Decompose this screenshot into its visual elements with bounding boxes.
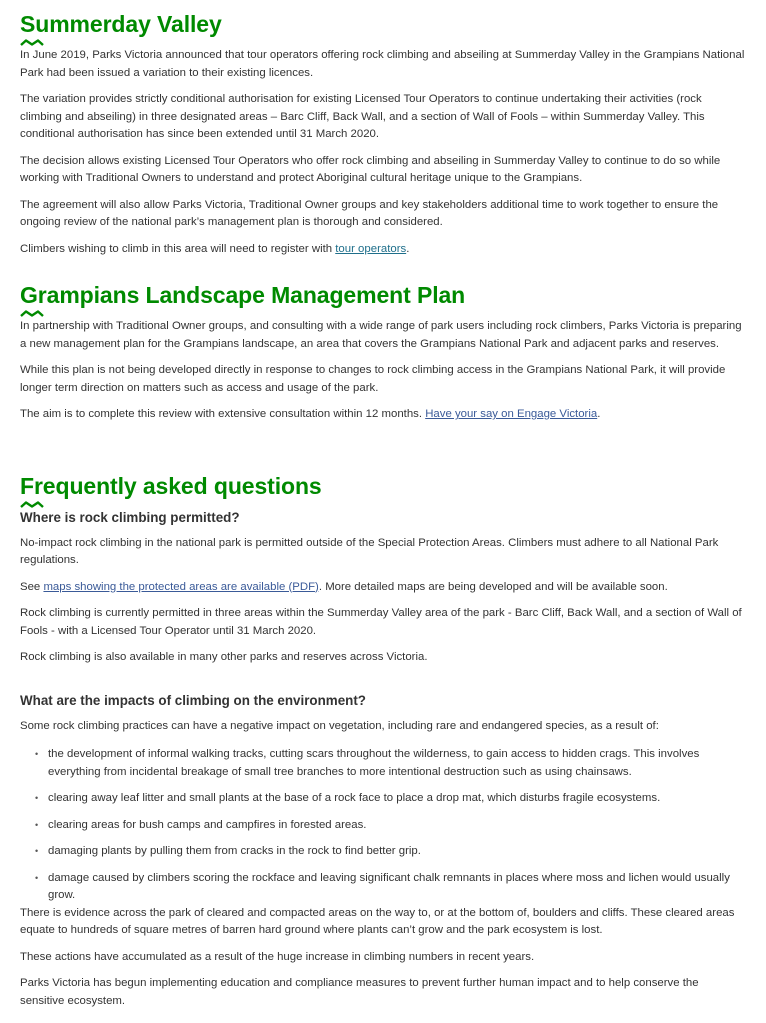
list-item xyxy=(35,843,745,861)
paragraph: Rock climbing is currently permitted in three areas within the Summerday Valley area of the park - Barc Cliff, Back Wall, and a section of Wall of Fools - with a Licensed Tour Operator until 31 March 2020. xyxy=(20,607,742,637)
summerday-valley-section xyxy=(20,0,745,258)
grampians-plan-section xyxy=(20,267,745,424)
protected-areas-maps-link[interactable]: maps showing the protected areas are available (PDF) xyxy=(43,580,319,593)
faq-item xyxy=(20,509,745,667)
list-item xyxy=(35,870,745,905)
paragraph: The agreement will also allow Parks Victoria, Traditional Owner groups and key stakeholders additional time to work together to ensure the ongoing review of the national park’s management plan is thorough and considered. xyxy=(20,198,719,228)
section-heading: Frequently asked questions xyxy=(20,472,322,499)
bullet-icon: • xyxy=(35,846,39,856)
list-item-text: clearing away leaf litter and small plants at the base of a rock face to place a drop mat, which disturbs fragile ecosystems. xyxy=(48,792,661,804)
tour-operators-link[interactable]: tour operators xyxy=(335,242,407,255)
paragraph xyxy=(20,406,745,424)
bullet-icon: • xyxy=(35,749,39,759)
paragraph: These actions have accumulated as a result of the huge increase in climbing numbers in recent years. xyxy=(20,950,535,963)
paragraph: The decision allows existing Licensed Tour Operators who offer rock climbing and abseiling in Summerday Valley to continue to do so while working with Traditional Owners to understand and protect Aboriginal cultural heritage unique to the Grampians. xyxy=(20,154,721,184)
paragraph: There is evidence across the park of cleared and compacted areas on the way to, or at the bottom of, boulders and cliffs. These cleared areas equate to hundreds of square metres of barren hard ground where plants can’t grow and the park ecosystem is lost. xyxy=(20,906,735,936)
faq-question: Where is rock climbing permitted? xyxy=(20,509,240,525)
paragraph: While this plan is not being developed directly in response to changes to rock climbing access in the Grampians National Park, it will provide longer term direction on matters such as access and usage of the park. xyxy=(20,364,726,394)
squiggle-decoration-icon xyxy=(20,309,44,318)
paragraph: The variation provides strictly conditional authorisation for existing Licensed Tour Operators to continue undertaking their activities (rock climbing and abseiling) in three designated areas – Barc Cliff, Back Wall, and a section of Wall of Fools – within Summerday Valley. This conditional authorisation has since been extended until 31 March 2020. xyxy=(20,93,705,140)
paragraph: Some rock climbing practices can have a negative impact on vegetation, including rare and endangered species, as a result of: xyxy=(20,719,659,732)
paragraph-text: . xyxy=(597,408,601,420)
paragraph-text: Climbers wishing to climb in this area will need to register with xyxy=(20,242,336,255)
list-item-text: the development of informal walking tracks, cutting scars throughout the wilderness, to gain access to hidden crags. This involves everything from incidental breakage of small tree branches to more intentional destruction such as using chainsaws. xyxy=(48,748,700,778)
paragraph: Rock climbing is also available in many other parks and reserves across Victoria. xyxy=(20,651,428,663)
engage-victoria-link[interactable]: Have your say on Engage Victoria xyxy=(425,408,598,420)
paragraph-text: . More detailed maps are being developed and will be available soon. xyxy=(318,580,668,593)
paragraph xyxy=(20,241,745,259)
list-item xyxy=(35,817,745,835)
faq-question: What are the impacts of climbing on the environment? xyxy=(20,692,366,708)
paragraph: In partnership with Traditional Owner groups, and consulting with a wide range of park users including rock climbers, Parks Victoria is preparing a new management plan for the Grampians landscape, an area that covers the Grampians National Park and adjacent parks and reserves. xyxy=(20,320,742,350)
squiggle-decoration-icon xyxy=(20,38,44,47)
list-item-text: damage caused by climbers scoring the rockface and leaving significant chalk remnants in places where moss and lichen would usually grow. xyxy=(48,871,730,901)
paragraph: No-impact rock climbing in the national park is permitted outside of the Special Protection Areas. Climbers must adhere to all National Park regulations. xyxy=(20,536,719,566)
list-item-text: clearing areas for bush camps and campfires in forested areas. xyxy=(48,818,367,831)
faq-section xyxy=(20,433,745,1011)
faq-item xyxy=(20,676,745,1011)
paragraph: In June 2019, Parks Victoria announced that tour operators offering rock climbing and abseiling at Summerday Valley in the Grampians National Park had been issued a variation to their existing licences. xyxy=(20,49,745,79)
paragraph-text: . xyxy=(406,242,410,255)
bullet-icon: • xyxy=(35,819,39,830)
paragraph xyxy=(20,579,745,597)
impacts-list xyxy=(20,746,745,905)
section-heading: Summerday Valley xyxy=(20,11,222,37)
list-item xyxy=(35,790,745,808)
list-item-text: damaging plants by pulling them from cracks in the rock to find better grip. xyxy=(48,845,421,857)
paragraph-text: The aim is to complete this review with extensive consultation within 12 months. xyxy=(20,408,426,420)
paragraph: Parks Victoria has begun implementing education and compliance measures to prevent further human impact and to help conserve the sensitive ecosystem. xyxy=(20,977,699,1007)
paragraph-text: See xyxy=(20,580,44,593)
list-item xyxy=(35,746,745,781)
section-heading: Grampians Landscape Management Plan xyxy=(20,282,466,308)
bullet-icon: • xyxy=(35,872,39,883)
squiggle-decoration-icon xyxy=(20,500,44,509)
bullet-icon: • xyxy=(35,793,39,803)
